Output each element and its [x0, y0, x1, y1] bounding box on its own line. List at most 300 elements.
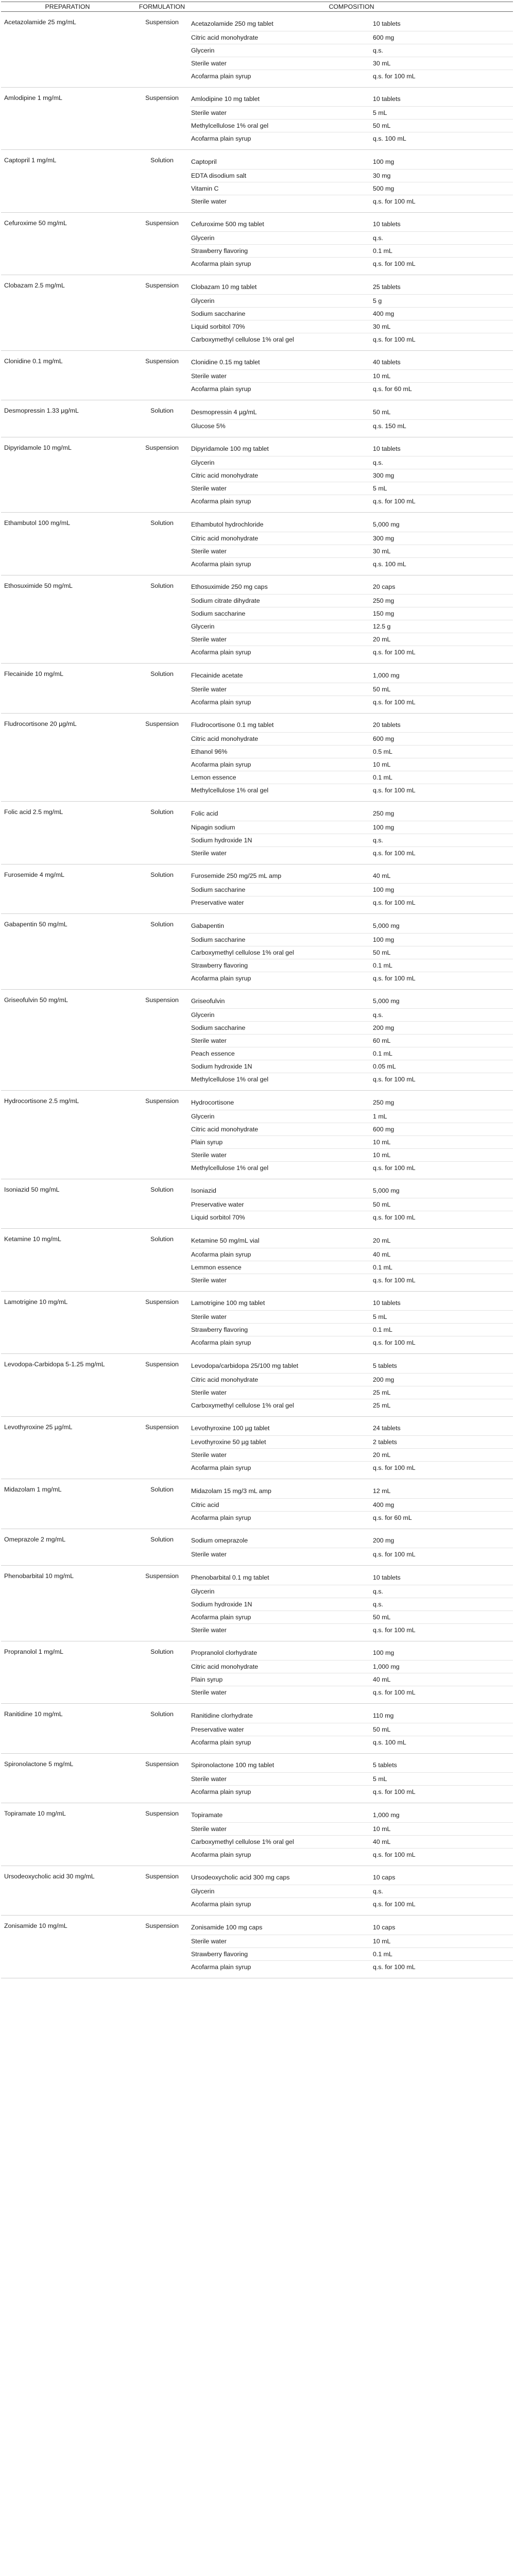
quantity-cell: 24 tablets	[373, 1425, 401, 1432]
empty-cell	[1, 1623, 134, 1641]
empty-cell	[134, 1449, 190, 1462]
ingredient-cell: Fludrocortisone 0.1 mg tablet	[191, 721, 274, 729]
table-subrow	[1, 1311, 513, 1324]
table-subrow	[1, 132, 513, 150]
table-subrow	[1, 959, 513, 972]
ingredient-cell: Hydrocortisone	[191, 1098, 234, 1106]
empty-cell	[1, 834, 134, 846]
table-subrow	[1, 696, 513, 713]
table-subrow	[1, 1935, 513, 1947]
table-subrow	[1, 1274, 513, 1291]
table-subrow	[1, 1261, 513, 1274]
table-subrow	[1, 896, 513, 914]
quantity-cell: q.s. 150 mL	[372, 419, 513, 437]
quantity-cell: q.s. for 100 mL	[372, 1898, 513, 1916]
table-body	[1, 12, 513, 1978]
empty-cell	[1, 1511, 134, 1529]
quantity-cell: 10 tablets	[373, 1299, 401, 1307]
table-subrow	[1, 1947, 513, 1960]
ingredient-cell: Vitamin C	[190, 182, 372, 195]
table-row	[1, 989, 513, 1009]
table-row	[1, 1704, 513, 1723]
formulation-cell: Solution	[150, 670, 174, 677]
table-subrow	[1, 107, 513, 120]
empty-cell	[1, 1123, 134, 1136]
empty-cell	[134, 1047, 190, 1060]
empty-cell	[1, 946, 134, 959]
ingredient-cell: Sterile water	[190, 683, 372, 696]
empty-cell	[1, 745, 134, 758]
empty-cell	[1, 57, 134, 70]
table-subrow	[1, 383, 513, 400]
table-subrow	[1, 195, 513, 212]
formulation-cell: Solution	[150, 1486, 174, 1493]
table-subrow	[1, 1022, 513, 1035]
ingredient-cell: Sterile water	[190, 1773, 372, 1786]
empty-cell	[134, 482, 190, 495]
empty-cell	[134, 1324, 190, 1336]
quantity-cell: 20 mL	[373, 1236, 391, 1244]
formulation-cell: Suspension	[145, 1097, 179, 1105]
table-row	[1, 864, 513, 884]
empty-cell	[1, 132, 134, 150]
empty-cell	[134, 1673, 190, 1686]
table-subrow	[1, 972, 513, 989]
formulation-cell: Solution	[150, 519, 174, 527]
empty-cell	[1, 1324, 134, 1336]
table-subrow	[1, 182, 513, 195]
ingredient-cell: Carboxymethyl cellulose 1% oral gel	[190, 333, 372, 350]
empty-cell	[1, 31, 134, 44]
ingredient-cell: Sodium hydroxide 1N	[190, 1060, 372, 1073]
empty-cell	[134, 195, 190, 212]
empty-cell	[134, 232, 190, 245]
table-row	[1, 1803, 513, 1823]
table-subrow	[1, 884, 513, 896]
empty-cell	[1, 607, 134, 620]
table-subrow	[1, 1462, 513, 1479]
table-subrow	[1, 846, 513, 864]
quantity-cell: q.s.	[372, 1598, 513, 1611]
empty-cell	[134, 1136, 190, 1148]
ingredient-cell: Sterile water	[190, 57, 372, 70]
ingredient-cell: Sterile water	[190, 482, 372, 495]
empty-cell	[134, 1885, 190, 1898]
quantity-cell: 10 tablets	[373, 445, 401, 453]
quantity-cell: 1,000 mg	[373, 671, 400, 679]
empty-cell	[1, 1274, 134, 1291]
empty-cell	[1, 320, 134, 333]
header-formulation: FORMULATION	[134, 2, 190, 12]
quantity-cell: 40 mL	[372, 1248, 513, 1261]
preparation-cell: Captopril 1 mg/mL	[4, 157, 57, 164]
ingredient-cell: Acofarma plain syrup	[190, 1960, 372, 1978]
ingredient-cell: Sodium citrate dihydrate	[190, 595, 372, 607]
ingredient-cell: Sterile water	[190, 107, 372, 120]
table-subrow	[1, 1598, 513, 1611]
quantity-cell: q.s. for 100 mL	[372, 258, 513, 275]
empty-cell	[134, 1060, 190, 1073]
quantity-cell: 150 mg	[372, 607, 513, 620]
ingredient-cell: Captopril	[191, 158, 217, 165]
empty-cell	[134, 1736, 190, 1753]
table-subrow	[1, 1960, 513, 1978]
quantity-cell: 0.1 mL	[372, 245, 513, 258]
empty-cell	[1, 1498, 134, 1511]
table-subrow	[1, 1110, 513, 1123]
table-subrow	[1, 1436, 513, 1449]
quantity-cell: 10 tablets	[373, 221, 401, 228]
ingredient-cell: Carboxymethyl cellulose 1% oral gel	[190, 946, 372, 959]
preparation-cell: Ketamine 10 mg/mL	[4, 1235, 61, 1243]
ingredient-cell: Acofarma plain syrup	[190, 646, 372, 664]
empty-cell	[1, 557, 134, 575]
ingredient-cell: Ranitidine clorhydrate	[191, 1711, 253, 1719]
table-subrow	[1, 933, 513, 946]
preparation-cell: Gabapentin 50 mg/mL	[4, 921, 67, 928]
empty-cell	[1, 959, 134, 972]
empty-cell	[1, 1148, 134, 1161]
ingredient-cell: Methylcellulose 1% oral gel	[190, 1161, 372, 1179]
empty-cell	[134, 758, 190, 771]
ingredient-cell: Sterile water	[190, 1274, 372, 1291]
preparation-cell: Griseofulvin 50 mg/mL	[4, 996, 68, 1004]
table-row	[1, 1641, 513, 1660]
empty-cell	[1, 1211, 134, 1229]
quantity-cell: 10 tablets	[373, 95, 401, 103]
empty-cell	[1, 44, 134, 57]
empty-cell	[1, 383, 134, 400]
formulation-cell: Solution	[150, 1710, 174, 1718]
table-subrow	[1, 633, 513, 646]
quantity-cell: 0.1 mL	[372, 1324, 513, 1336]
formulation-cell: Suspension	[145, 94, 179, 101]
empty-cell	[134, 1462, 190, 1479]
quantity-cell: 5 mL	[372, 1773, 513, 1786]
table-subrow	[1, 1136, 513, 1148]
ingredient-cell: Citric acid monohydrate	[190, 469, 372, 482]
ingredient-cell: Acofarma plain syrup	[190, 1848, 372, 1866]
quantity-cell: q.s. for 100 mL	[372, 1960, 513, 1978]
table-subrow	[1, 419, 513, 437]
empty-cell	[1, 482, 134, 495]
preparation-cell: Lamotrigine 10 mg/mL	[4, 1298, 68, 1306]
ingredient-cell: Sodium saccharine	[190, 884, 372, 896]
empty-cell	[134, 1198, 190, 1211]
quantity-cell: 10 mL	[372, 758, 513, 771]
ingredient-cell: Citric acid monohydrate	[190, 1660, 372, 1673]
quantity-cell: 200 mg	[373, 1537, 394, 1545]
quantity-cell: 20 tablets	[373, 721, 401, 729]
ingredient-cell: Acofarma plain syrup	[190, 758, 372, 771]
empty-cell	[1, 1399, 134, 1416]
empty-cell	[1, 1248, 134, 1261]
ingredient-cell: Furosemide 250 mg/25 mL amp	[191, 872, 282, 880]
empty-cell	[1, 1947, 134, 1960]
formulation-cell: Solution	[150, 921, 174, 928]
empty-cell	[134, 646, 190, 664]
table-row	[1, 1229, 513, 1248]
empty-cell	[1, 1960, 134, 1978]
quantity-cell: 0.1 mL	[372, 771, 513, 784]
empty-cell	[1, 1935, 134, 1947]
ingredient-cell: Plain syrup	[190, 1136, 372, 1148]
empty-cell	[1, 1898, 134, 1916]
ingredient-cell: Isoniazid	[191, 1187, 216, 1195]
quantity-cell: 600 mg	[372, 31, 513, 44]
table-row	[1, 1179, 513, 1198]
quantity-cell: 0.1 mL	[372, 1261, 513, 1274]
table-subrow	[1, 31, 513, 44]
empty-cell	[134, 532, 190, 545]
table-subrow	[1, 1848, 513, 1866]
preparation-cell: Omeprazole 2 mg/mL	[4, 1535, 66, 1543]
empty-cell	[1, 195, 134, 212]
empty-cell	[1, 896, 134, 914]
empty-cell	[134, 182, 190, 195]
table-subrow	[1, 1885, 513, 1898]
empty-cell	[134, 1261, 190, 1274]
preparation-cell: Isoniazid 50 mg/mL	[4, 1185, 60, 1193]
ingredient-cell: Ethambutol hydrochloride	[191, 520, 264, 528]
empty-cell	[1, 696, 134, 713]
preparation-cell: Cefuroxime 50 mg/mL	[4, 219, 67, 227]
table-subrow	[1, 557, 513, 575]
quantity-cell: 10 mL	[372, 370, 513, 383]
table-subrow	[1, 1623, 513, 1641]
empty-cell	[1, 1386, 134, 1399]
quantity-cell: 12.5 g	[372, 620, 513, 633]
quantity-cell: 25 mL	[372, 1399, 513, 1416]
table-subrow	[1, 1060, 513, 1073]
quantity-cell: q.s. for 60 mL	[372, 383, 513, 400]
preparation-cell: Zonisamide 10 mg/mL	[4, 1922, 67, 1929]
quantity-cell: 30 mL	[372, 545, 513, 557]
ingredient-cell: Zonisamide 100 mg caps	[191, 1923, 263, 1931]
table-row	[1, 1866, 513, 1885]
table-subrow	[1, 1822, 513, 1835]
quantity-cell: q.s. for 100 mL	[372, 1548, 513, 1566]
ingredient-cell: Glycerin	[190, 1009, 372, 1022]
ingredient-cell: Sodium saccharine	[190, 607, 372, 620]
formulation-cell: Solution	[150, 407, 174, 414]
formulation-cell: Suspension	[145, 996, 179, 1004]
quantity-cell: q.s. 100 mL	[372, 132, 513, 150]
quantity-cell: q.s. for 60 mL	[372, 1511, 513, 1529]
empty-cell	[134, 821, 190, 834]
empty-cell	[1, 532, 134, 545]
ingredient-cell: Acofarma plain syrup	[190, 1898, 372, 1916]
ingredient-cell: Sterile water	[190, 195, 372, 212]
quantity-cell: q.s.	[372, 44, 513, 57]
empty-cell	[1, 1835, 134, 1848]
table-subrow	[1, 1673, 513, 1686]
table-row	[1, 1354, 513, 1374]
quantity-cell: 30 mL	[372, 57, 513, 70]
ingredient-cell: Sterile water	[190, 846, 372, 864]
empty-cell	[134, 1598, 190, 1611]
ingredient-cell: Lemon essence	[190, 771, 372, 784]
empty-cell	[134, 169, 190, 182]
empty-cell	[1, 784, 134, 802]
empty-cell	[134, 595, 190, 607]
table-subrow	[1, 57, 513, 70]
ingredient-cell: Acofarma plain syrup	[190, 1336, 372, 1354]
empty-cell	[134, 1835, 190, 1848]
ingredient-cell: Methylcellulose 1% oral gel	[190, 784, 372, 802]
ingredient-cell: Citric acid monohydrate	[190, 31, 372, 44]
empty-cell	[1, 1009, 134, 1022]
ingredient-cell: Clobazam 10 mg tablet	[191, 283, 257, 291]
empty-cell	[134, 44, 190, 57]
empty-cell	[134, 1585, 190, 1598]
quantity-cell: 10 caps	[373, 1874, 396, 1882]
empty-cell	[134, 1723, 190, 1736]
empty-cell	[134, 884, 190, 896]
table-subrow	[1, 1773, 513, 1786]
ingredient-cell: Sterile water	[190, 1148, 372, 1161]
ingredient-cell: Ketamine 50 mg/mL vial	[191, 1236, 260, 1244]
quantity-cell: q.s.	[372, 1009, 513, 1022]
preparation-cell: Clobazam 2.5 mg/mL	[4, 282, 65, 289]
ingredient-cell: Glycerin	[190, 232, 372, 245]
empty-cell	[134, 1148, 190, 1161]
preparation-cell: Folic acid 2.5 mg/mL	[4, 808, 63, 816]
quantity-cell: 50 mL	[372, 1611, 513, 1623]
empty-cell	[1, 419, 134, 437]
quantity-cell: 10 mL	[372, 1148, 513, 1161]
empty-cell	[134, 771, 190, 784]
empty-cell	[1, 232, 134, 245]
empty-cell	[134, 307, 190, 320]
quantity-cell: 20 caps	[373, 583, 396, 591]
quantity-cell: q.s. for 100 mL	[372, 70, 513, 87]
ingredient-cell: Ursodeoxycholic acid 300 mg caps	[191, 1874, 290, 1882]
table-subrow	[1, 1386, 513, 1399]
quantity-cell: q.s. for 100 mL	[372, 896, 513, 914]
empty-cell	[1, 1022, 134, 1035]
ingredient-cell: Plain syrup	[190, 1673, 372, 1686]
formulation-cell: Solution	[150, 582, 174, 589]
preparation-cell: Furosemide 4 mg/mL	[4, 871, 65, 878]
quantity-cell: 100 mg	[373, 1649, 394, 1657]
table-row	[1, 350, 513, 370]
table-subrow	[1, 532, 513, 545]
ingredient-cell: Ethosuximide 250 mg caps	[191, 583, 268, 591]
quantity-cell: 400 mg	[372, 1498, 513, 1511]
table-subrow	[1, 370, 513, 383]
quantity-cell: q.s. for 100 mL	[372, 1623, 513, 1641]
ingredient-cell: Acofarma plain syrup	[190, 495, 372, 513]
ingredient-cell: Peach essence	[190, 1047, 372, 1060]
quantity-cell: 5 mL	[372, 107, 513, 120]
table-subrow	[1, 294, 513, 307]
quantity-cell: 10 mL	[372, 1136, 513, 1148]
table-subrow	[1, 771, 513, 784]
quantity-cell: q.s. for 100 mL	[372, 195, 513, 212]
quantity-cell: 40 tablets	[373, 359, 401, 366]
table-subrow	[1, 169, 513, 182]
formulation-cell: Solution	[150, 1535, 174, 1543]
ingredient-cell: Lemmon essence	[190, 1261, 372, 1274]
ingredient-cell: Glycerin	[190, 44, 372, 57]
quantity-cell: 100 mg	[372, 933, 513, 946]
empty-cell	[1, 370, 134, 383]
empty-cell	[1, 1773, 134, 1786]
empty-cell	[1, 821, 134, 834]
table-subrow	[1, 683, 513, 696]
table-subrow	[1, 784, 513, 802]
table-subrow	[1, 1786, 513, 1803]
ingredient-cell: Amlodipine 10 mg tablet	[191, 95, 260, 103]
table-row	[1, 914, 513, 934]
table-row	[1, 150, 513, 170]
table-row	[1, 575, 513, 595]
empty-cell	[134, 1548, 190, 1566]
ingredient-cell: Levothyroxine 100 µg tablet	[191, 1425, 270, 1432]
quantity-cell: 250 mg	[373, 1098, 394, 1106]
empty-cell	[1, 1786, 134, 1803]
preparation-cell: Flecainide 10 mg/mL	[4, 670, 64, 677]
ingredient-cell: Acofarma plain syrup	[190, 1462, 372, 1479]
empty-cell	[1, 169, 134, 182]
empty-cell	[1, 1073, 134, 1091]
ingredient-cell: Sodium hydroxide 1N	[190, 834, 372, 846]
empty-cell	[134, 846, 190, 864]
empty-cell	[134, 1248, 190, 1261]
quantity-cell: q.s. 100 mL	[372, 557, 513, 575]
preparation-cell: Phenobarbital 10 mg/mL	[4, 1572, 74, 1580]
quantity-cell: q.s. for 100 mL	[372, 1274, 513, 1291]
table-header	[1, 2, 513, 12]
quantity-cell: q.s.	[372, 232, 513, 245]
table-subrow	[1, 232, 513, 245]
quantity-cell: 100 mg	[372, 884, 513, 896]
preparation-cell: Ranitidine 10 mg/mL	[4, 1710, 63, 1718]
table-subrow	[1, 595, 513, 607]
table-subrow	[1, 745, 513, 758]
ingredient-cell: Sterile water	[190, 1548, 372, 1566]
table-subrow	[1, 1736, 513, 1753]
empty-cell	[1, 107, 134, 120]
empty-cell	[134, 696, 190, 713]
ingredient-cell: Sodium omeprazole	[191, 1537, 248, 1545]
formulation-cell: Suspension	[145, 1423, 179, 1431]
preparation-cell: Ethosuximide 50 mg/mL	[4, 582, 73, 589]
preparation-cell: Clonidine 0.1 mg/mL	[4, 357, 63, 365]
quantity-cell: 10 tablets	[373, 1573, 401, 1581]
quantity-cell: 400 mg	[372, 307, 513, 320]
ingredient-cell: Methylcellulose 1% oral gel	[190, 1073, 372, 1091]
ingredient-cell: Sterile water	[190, 1935, 372, 1947]
empty-cell	[134, 107, 190, 120]
empty-cell	[134, 1009, 190, 1022]
ingredient-cell: Propranolol clorhydrate	[191, 1649, 258, 1657]
empty-cell	[134, 1110, 190, 1123]
quantity-cell: 5 mL	[372, 482, 513, 495]
ingredient-cell: Glycerin	[190, 620, 372, 633]
quantity-cell: q.s.	[372, 1885, 513, 1898]
formulation-cell: Suspension	[145, 357, 179, 365]
table-subrow	[1, 1498, 513, 1511]
formulation-cell: Solution	[150, 808, 174, 816]
ingredient-cell: Sterile water	[190, 1623, 372, 1641]
header-composition: COMPOSITION	[190, 2, 513, 12]
empty-cell	[1, 646, 134, 664]
empty-cell	[1, 733, 134, 745]
empty-cell	[134, 495, 190, 513]
ingredient-cell: Carboxymethyl cellulose 1% oral gel	[190, 1399, 372, 1416]
